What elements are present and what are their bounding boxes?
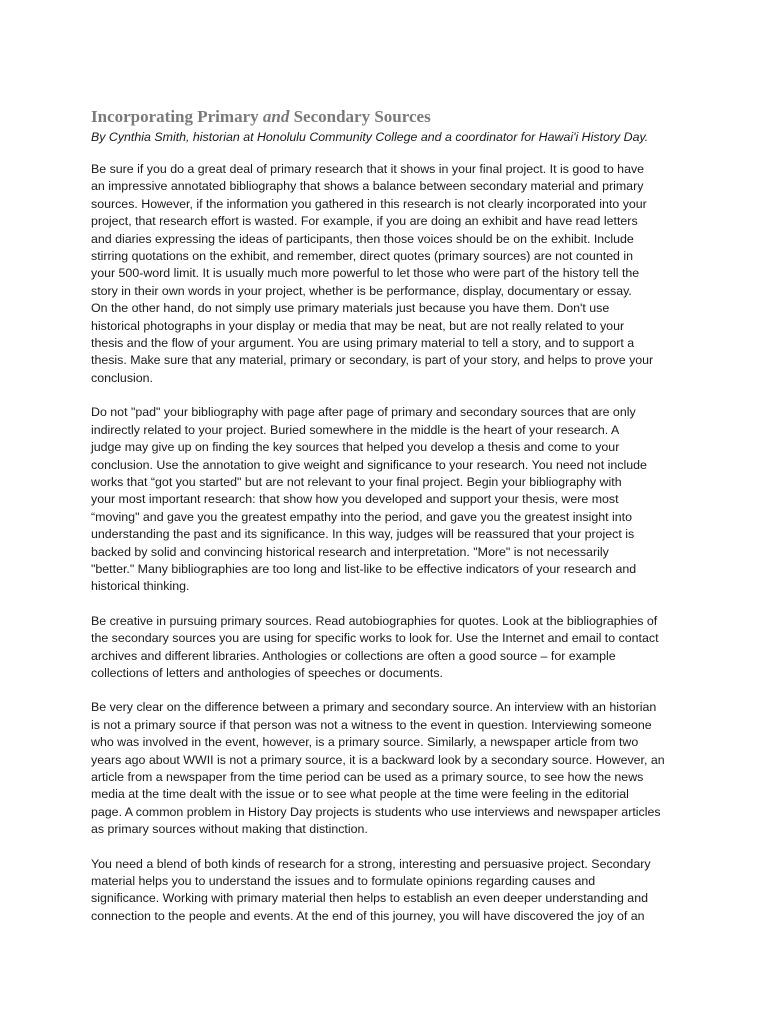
text-line: conclusion. Use the annotation to give weight and significance to your research. You need not include <box>91 457 647 472</box>
paragraph-5 <box>91 856 687 926</box>
paragraph-3 <box>91 613 687 683</box>
text-line: indirectly related to your project. Buried somewhere in the middle is the heart of your research. A <box>91 422 620 437</box>
text-line: project, that research effort is wasted. For example, if you are doing an exhibit and have read letters <box>91 214 638 229</box>
text-line: historical thinking. <box>91 579 190 594</box>
text-line: Do not "pad" your bibliography with page after page of primary and secondary sources that are only <box>91 405 636 420</box>
text-line: the secondary sources you are using for specific works to look for. Use the Internet and email to contact <box>91 631 659 646</box>
paragraph-4 <box>91 699 687 838</box>
text-line: story in their own words in your project, whether is be performance, display, documentary or essay. <box>91 283 632 298</box>
paragraph-1 <box>91 161 687 387</box>
text-line: On the other hand, do not simply use primary materials just because you have them. Don't use <box>91 301 610 316</box>
text-line: who was involved in the event, however, is a primary source. Similarly, a newspaper article from two <box>91 735 639 750</box>
title-part-2: Secondary Sources <box>289 107 431 126</box>
text-line: You need a blend of both kinds of research for a strong, interesting and persuasive project. Secondary <box>91 856 651 871</box>
text-line: judge may give up on finding the key sources that helped you develop a thesis and come to your <box>91 440 620 455</box>
text-line: Be sure if you do a great deal of primary research that it shows in your final project. It is good to have <box>91 162 645 176</box>
document-page <box>91 106 687 942</box>
text-line: as primary sources without making that distinction. <box>91 822 368 837</box>
text-line: connection to the people and events. At the end of this journey, you will have discovered the joy of an <box>91 908 645 923</box>
text-line: archives and different libraries. Anthologies or collections are often a good source – for example <box>91 648 616 663</box>
text-line: and diaries expressing the ideas of participants, then those voices should be on the exhibit. Include <box>91 231 634 246</box>
text-line: significance. Working with primary material then helps to establish an even deeper understanding and <box>91 891 648 906</box>
text-line: Be creative in pursuing primary sources. Read autobiographies for quotes. Look at the bibliographies of <box>91 613 658 628</box>
text-line: thesis. Make sure that any material, primary or secondary, is part of your story, and helps to prove your <box>91 353 654 368</box>
document-title <box>91 106 687 128</box>
paragraph-2 <box>91 404 687 595</box>
title-italic-and: and <box>262 107 290 126</box>
title-part-1: Incorporating Primary <box>91 107 263 126</box>
byline: By Cynthia Smith, historian at Honolulu Community College and a coordinator for Hawai'i History Day. <box>91 130 649 144</box>
text-line: collections of letters and anthologies of speeches or documents. <box>91 665 443 680</box>
text-line: works that “got you started" but are not relevant to your final project. Begin your bibliography with <box>91 474 622 489</box>
text-line: your 500-word limit. It is usually much more powerful to let those who were part of the history tell the <box>91 266 640 281</box>
text-line: your most important research: that show how you developed and support your thesis, were most <box>91 492 619 507</box>
text-line: conclusion. <box>91 370 153 385</box>
text-line: article from a newspaper from the time period can be used as a primary source, to see how the news <box>91 770 644 784</box>
text-line: historical photographs in your display or media that may be neat, but are not really related to your <box>91 318 625 333</box>
text-line: is not a primary source if that person was not a witness to the event in question. Interviewing someone <box>91 717 652 732</box>
text-line: “moving" and gave you the greatest empathy into the period, and gave you the greatest insight into <box>91 509 632 524</box>
text-line: years ago about WWII is not a primary source, it is a backward look by a secondary source. However, an <box>91 752 665 767</box>
text-line: sources. However, if the information you gathered in this research is not clearly incorporated into your <box>91 196 647 211</box>
text-line: an impressive annotated bibliography that shows a balance between secondary material and primary <box>91 179 644 194</box>
text-line: stirring quotations on the exhibit, and remember, direct quotes (primary sources) are not counted in <box>91 249 634 264</box>
text-line: "better." Many bibliographies are too long and list-like to be effective indicators of your research and <box>91 561 637 576</box>
text-line: understanding the past and its significance. In this way, judges will be reassured that your project is <box>91 527 635 542</box>
text-line: page. A common problem in History Day projects is students who use interviews and newspaper articles <box>91 804 661 819</box>
text-line: backed by solid and convincing historical research and interpretation. "More" is not necessarily <box>91 544 609 559</box>
text-line: material helps you to understand the issues and to formulate opinions regarding causes and <box>91 874 596 889</box>
text-line: Be very clear on the difference between a primary and secondary source. An interview with an historian <box>91 700 657 715</box>
text-line: media at the time dealt with the issue or to see what people at the time were feeling in the editorial <box>91 787 629 802</box>
text-line: thesis and the flow of your argument. You are using primary material to tell a story, and to support a <box>91 336 635 351</box>
body-text <box>91 161 687 925</box>
